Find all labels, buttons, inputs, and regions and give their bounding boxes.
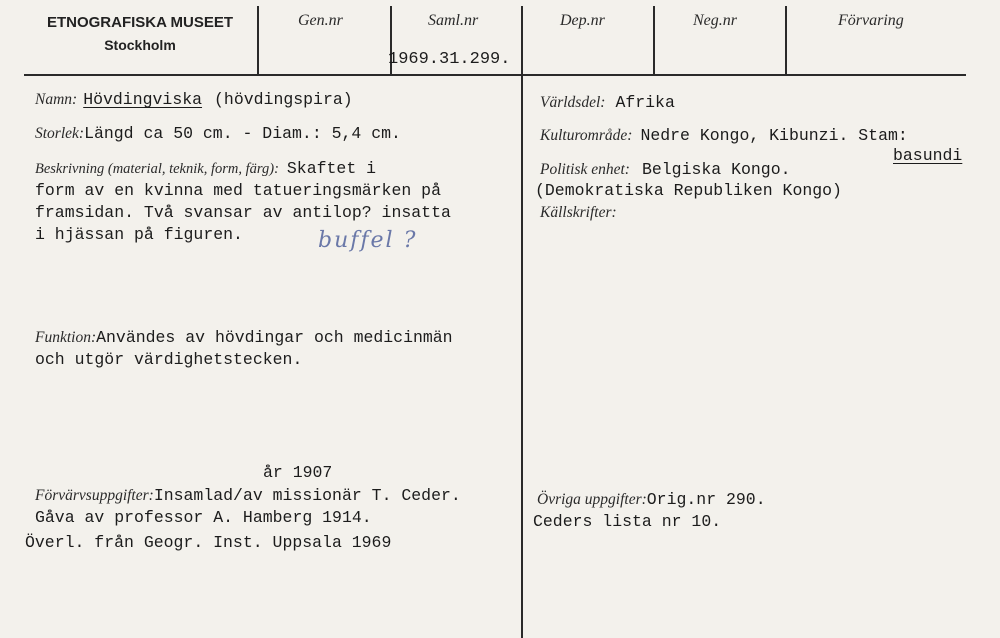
header-forvaring: Förvaring <box>838 12 904 29</box>
namn-label: Namn: <box>35 91 78 108</box>
storlek-row <box>35 124 401 143</box>
kultur-row <box>540 126 908 145</box>
kultur-label: Kulturområde: <box>540 127 633 144</box>
varldsdel-row <box>540 93 675 112</box>
center-divider <box>521 74 523 638</box>
funktion-line1: Användes av hövdingar och medicinmän <box>96 328 453 347</box>
ovriga-row <box>527 490 766 509</box>
forvarv-line2: Gåva av professor A. Hamberg 1914. <box>35 508 372 527</box>
kultur-value: Nedre Kongo, Kibunzi. Stam: <box>640 126 908 145</box>
politisk-value2: (Demokratiska Republiken Kongo) <box>535 181 842 200</box>
kallskrifter-label: Källskrifter: <box>540 204 617 221</box>
namn-row <box>35 90 353 109</box>
header-divider-1 <box>257 6 259 74</box>
acquisition-year: år 1907 <box>263 463 333 482</box>
politisk-label: Politisk enhet: <box>540 161 630 178</box>
saml-nr-value: 1969.31.299. <box>388 50 511 69</box>
beskrivning-line3: framsidan. Två svansar av antilop? insatta <box>35 203 451 222</box>
header-neg-nr: Neg.nr <box>693 12 737 29</box>
beskrivning-row <box>35 159 376 178</box>
beskrivning-label: Beskrivning (material, teknik, form, färg): <box>35 161 279 177</box>
handwritten-note: buffel ? <box>318 228 418 253</box>
funktion-label: Funktion: <box>35 329 97 346</box>
varldsdel-label: Världsdel: <box>540 94 606 111</box>
header-divider-5 <box>785 6 787 74</box>
museum-city: Stockholm <box>104 37 176 53</box>
ovriga-label: Övriga uppgifter: <box>537 491 647 508</box>
forvarv-line1: Insamlad/av missionär T. Ceder. <box>153 486 461 505</box>
politisk-value: Belgiska Kongo. <box>641 160 791 179</box>
header-divider-4 <box>653 6 655 74</box>
forvarv-row <box>35 486 461 505</box>
namn-extra: (hövdingspira) <box>214 90 353 109</box>
forvarv-label: Förvärvsuppgifter: <box>35 487 154 504</box>
varldsdel-value: Afrika <box>615 93 675 112</box>
namn-value: Hövdingviska <box>83 90 203 109</box>
beskrivning-line1: Skaftet i <box>286 159 377 178</box>
header-gen-nr: Gen.nr <box>298 12 343 29</box>
header-dep-nr: Dep.nr <box>560 12 605 29</box>
stam-value: basundi <box>893 146 963 165</box>
ovriga-line2: Ceders lista nr 10. <box>533 512 722 531</box>
forvarv-line3: Överl. från Geogr. Inst. Uppsala 1969 <box>25 533 392 552</box>
storlek-label: Storlek: <box>35 125 85 142</box>
politisk-row <box>540 160 791 179</box>
funktion-line2: och utgör värdighetstecken. <box>35 350 303 369</box>
beskrivning-line2: form av en kvinna med tatueringsmärken på <box>35 181 441 200</box>
funktion-row <box>35 328 453 347</box>
header-divider-3 <box>521 6 523 74</box>
storlek-value: Längd ca 50 cm. - Diam.: 5,4 cm. <box>84 124 401 143</box>
header-bottom-line <box>24 74 966 76</box>
header-saml-nr: Saml.nr <box>428 12 479 29</box>
ovriga-line1: Orig.nr 290. <box>646 490 766 509</box>
museum-name: ETNOGRAFISKA MUSEET <box>46 14 234 31</box>
beskrivning-line4: i hjässan på figuren. <box>35 225 243 244</box>
